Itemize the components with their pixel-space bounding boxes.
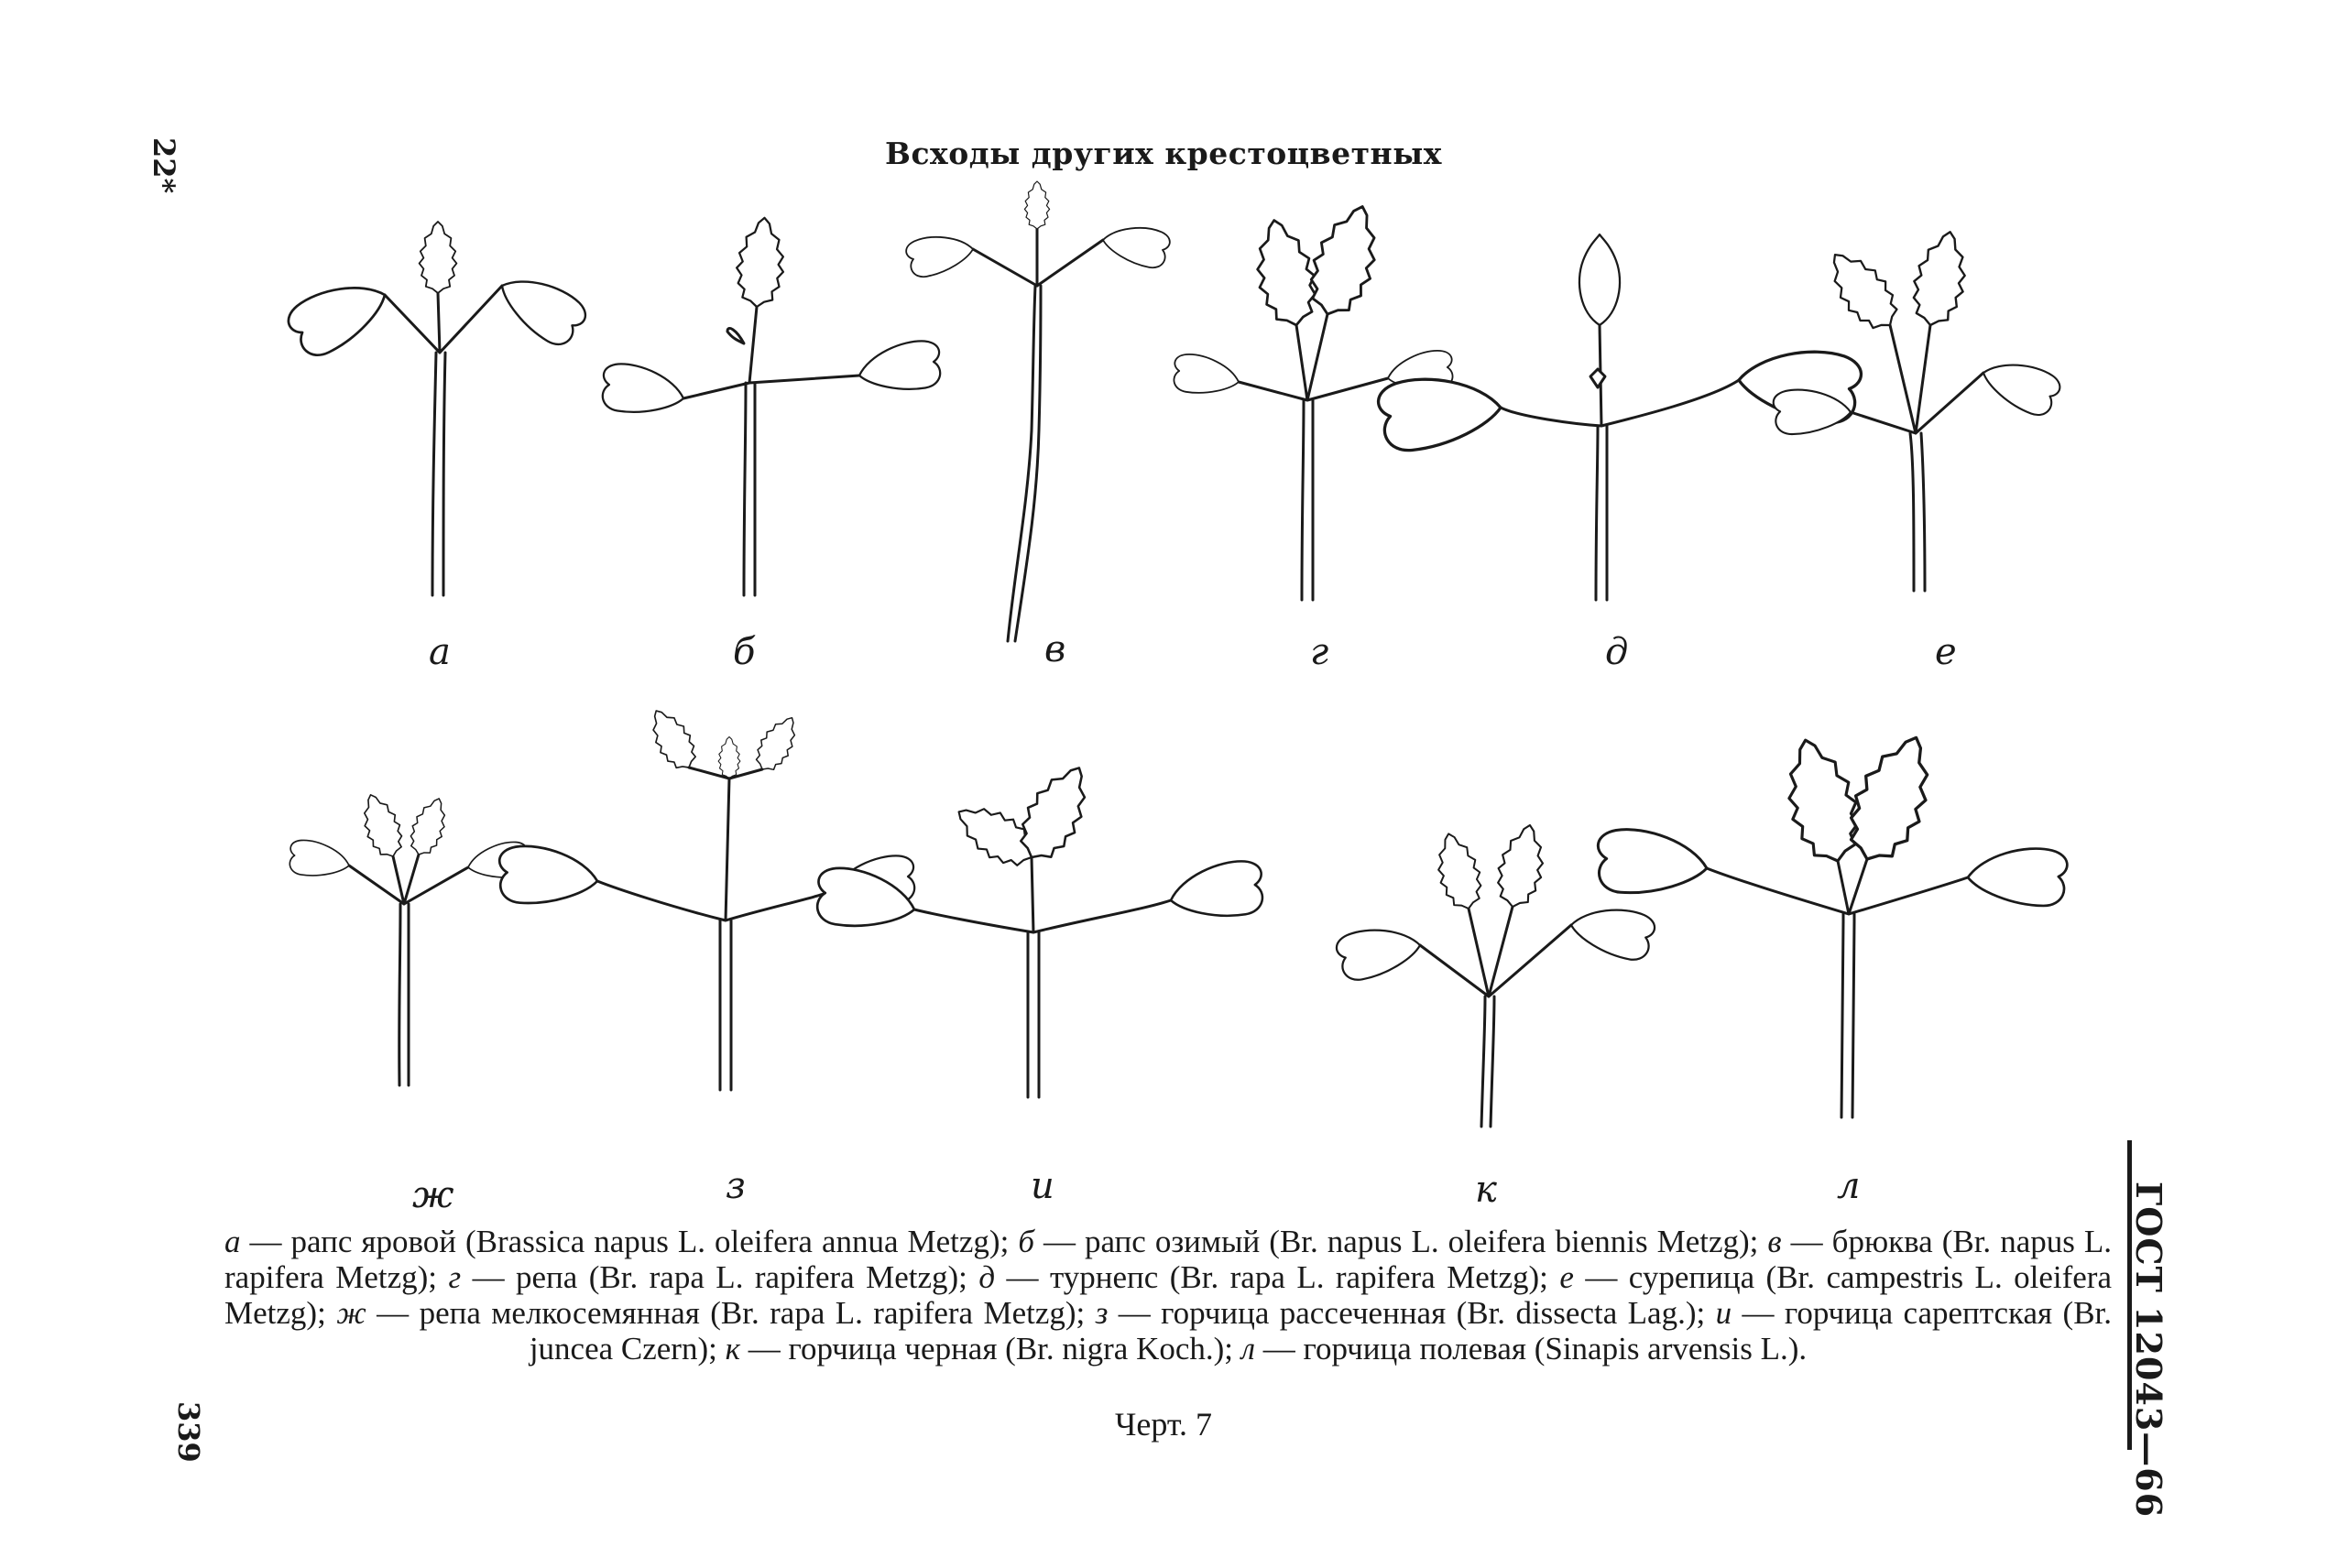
caption-item-l: л — горчица полевая (Sinapis arvensis L.). xyxy=(1240,1331,1808,1367)
seedling-i xyxy=(817,756,1262,1097)
caption-item-z: з — горчица рассеченная (Br. dissecta Lag.); xyxy=(1095,1295,1706,1331)
figure-caption xyxy=(224,1224,2112,1367)
figure-letter-d: д xyxy=(1605,631,1629,673)
caption-item-b: б — рапс озимый (Br. napus L. oleifera biennis Metzg); xyxy=(1018,1224,1759,1259)
figure-letter-z: з xyxy=(726,1165,746,1207)
page-title: Всходы других крестоцветных xyxy=(885,136,1442,171)
seedling-zh xyxy=(290,789,527,1085)
caption-item-k: к — горчица черная (Br. nigra Koch.); xyxy=(725,1331,1234,1367)
seedling-v xyxy=(902,181,1173,641)
caption-item-i: и — горчица сарептская (Br. juncea Czern); xyxy=(529,1295,2113,1367)
caption-item-d: д — турнепс (Br. rapa L. rapifera Metzg); xyxy=(978,1259,1548,1295)
caption-item-g: г — репа (Br. rapa L. rapifera Metzg); xyxy=(448,1259,967,1295)
caption-item-a: а — рапс яровой (Brassica napus L. oleifera annua Metzg); xyxy=(224,1224,1010,1259)
figure-letter-l: л xyxy=(1837,1165,1861,1207)
figure-letter-b: б xyxy=(733,631,756,673)
caption-item-zh: ж — репа мелкосемянная (Br. rapa L. rapifera Metzg); xyxy=(336,1295,1086,1331)
page-number: 339 xyxy=(171,1401,206,1463)
figure-letter-v: в xyxy=(1044,628,1066,670)
standard-label: ГОСТ 12043—66 xyxy=(2128,1181,2169,1519)
caption-item-v: в — брюква (Br. napus L. rapifera Metzg); xyxy=(224,1224,2112,1295)
seedling-a xyxy=(281,222,591,595)
figure-letter-a: а xyxy=(429,631,451,673)
seedling-l xyxy=(1595,724,2070,1117)
caption-item-e: е — сурепица (Br. campestris L. oleifera Metzg); xyxy=(224,1259,2112,1331)
figure-number: Черт. 7 xyxy=(1115,1406,1212,1443)
figure-letter-k: к xyxy=(1475,1169,1497,1211)
seedling-e xyxy=(1771,227,2065,591)
corner-mark: 22* xyxy=(147,137,181,194)
figure-letter-zh: ж xyxy=(412,1174,454,1216)
seedling-b xyxy=(603,216,940,595)
figure-letter-e: е xyxy=(1935,631,1957,673)
figure-letter-g: г xyxy=(1310,631,1329,673)
figure-letter-i: и xyxy=(1031,1165,1054,1207)
